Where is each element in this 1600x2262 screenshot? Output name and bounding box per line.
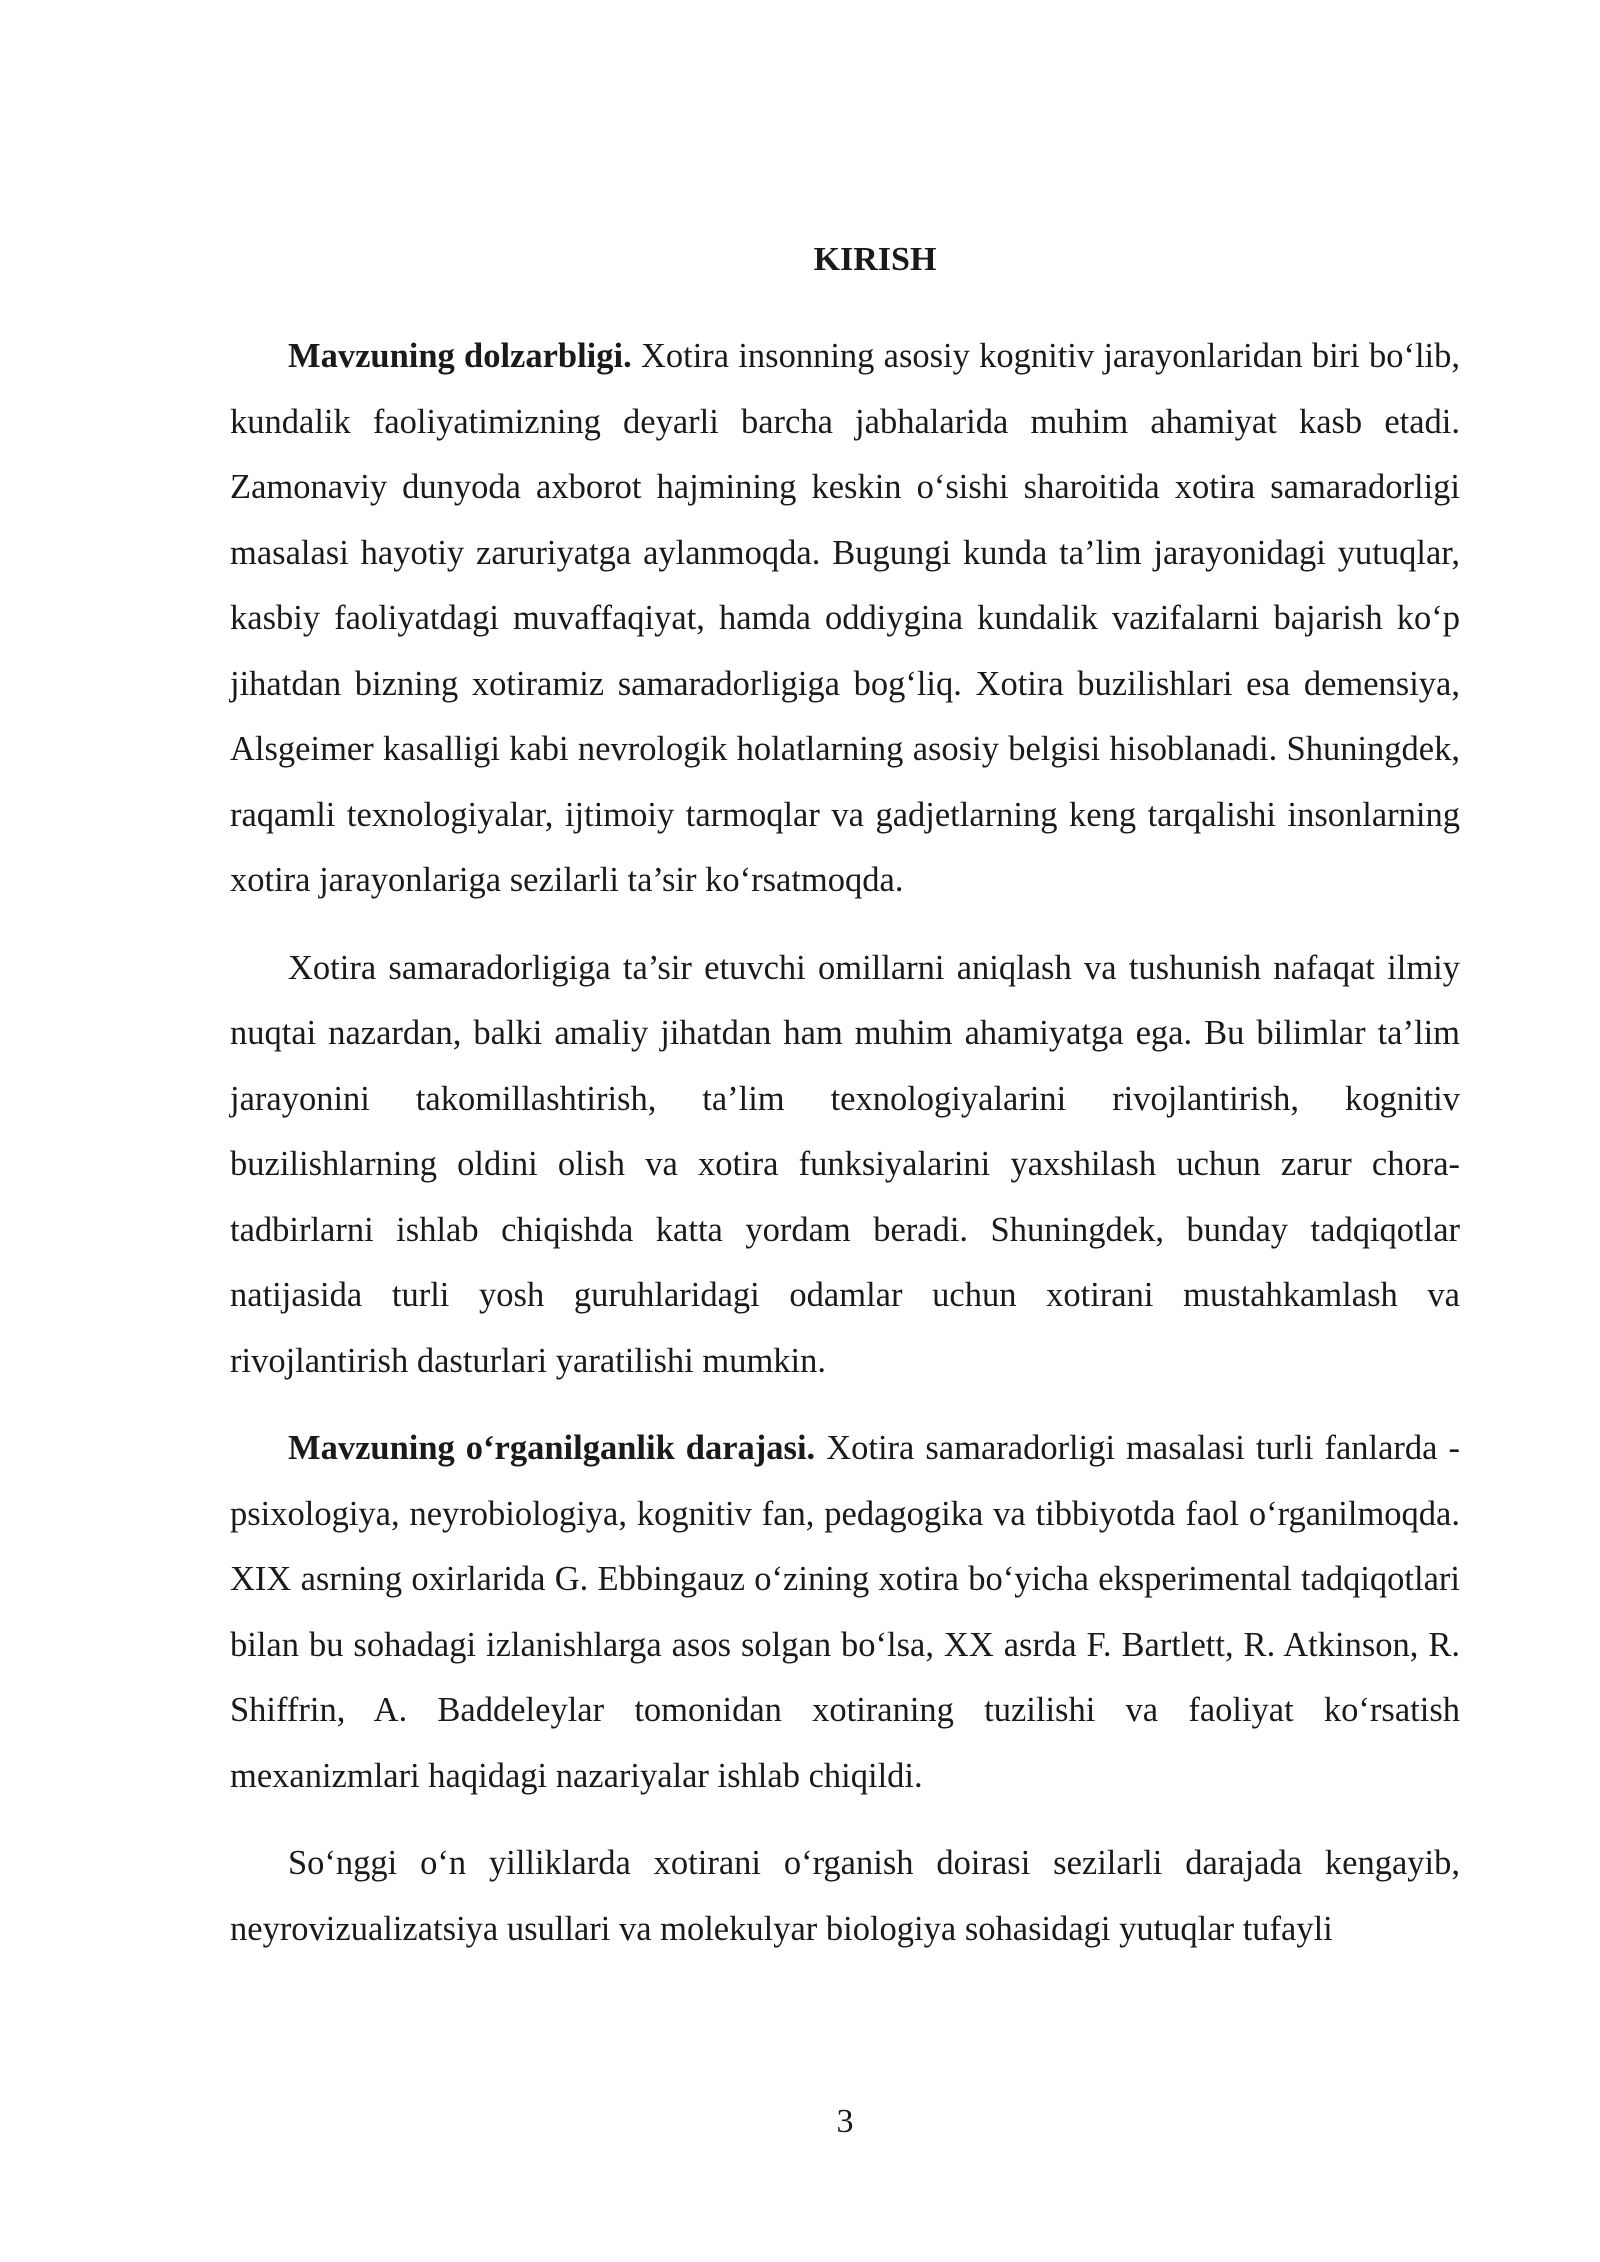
paragraph-recent-decades — [230, 1831, 1460, 1962]
paragraph-lead: Mavzuning dolzarbligi. — [288, 337, 632, 375]
paragraph-study-degree — [230, 1416, 1460, 1809]
section-title: KIRISH — [813, 241, 937, 278]
paragraph-text: Xotira insonning asosiy kognitiv jarayonlaridan biri bo‘lib, kundalik faoliyatimizning deyarli barcha jabhalarida muhim ahamiyat kasb etadi. Zamonaviy dunyoda axborot hajmining keskin o‘sishi sharoitida xotira samaradorligi masalasi hayotiy zaruriyatga aylanmoqda. Bugungi kunda ta’lim jarayonidagi yutuqlar, kasbiy faoliyatdagi muvaffaqiyat, hamda oddiygina kundalik vazifalarni bajarish ko‘p jihatdan bizning xotiramiz samaradorligiga bog‘liq. Xotira buzilishlari esa demensiya, Alsgeimer kasalligi kabi nevrologik holatlarning asosiy belgisi hisoblanadi. Shuningdek, raqamli texnologiyalar, ijtimoiy tarmoqlar va gadjetlarning keng tarqalishi insonlarning xotira jarayonlariga sezilarli ta’sir ko‘rsatmoqda. — [230, 337, 1460, 899]
body-text — [230, 324, 1460, 1984]
page-number: 3 — [836, 2103, 854, 2140]
paragraph-lead: Mavzuning o‘rganilganlik darajasi. — [288, 1429, 816, 1467]
paragraph-text: Xotira samaradorligiga ta’sir etuvchi omillarni aniqlash va tushunish nafaqat ilmiy nuqtai nazardan, balki amaliy jihatdan ham muhim ahamiyatga ega. Bu bilimlar ta’lim jarayonini takomillashtirish, ta’lim texnologiyalarini rivojlantirish, kognitiv buzilishlarning oldini olish va xotira funksiyalarini yaxshilash uchun zarur chora-tadbirlarni ishlab chiqishda katta yordam beradi. Shuningdek, bunday tadqiqotlar natijasida turli yosh guruhlaridagi odamlar uchun xotirani mustahkamlash va rivojlantirish dasturlari yaratilishi mumkin. — [230, 948, 1460, 1380]
paragraph-factors — [230, 936, 1460, 1395]
paragraph-relevance — [230, 324, 1460, 914]
paragraph-text: So‘nggi o‘n yilliklarda xotirani o‘rganish doirasi sezilarli darajada kengayib, neyrovizualizatsiya usullari va molekulyar biologiya sohasidagi yutuqlar tufayli — [230, 1844, 1460, 1948]
paragraph-text: Xotira samaradorligi masalasi turli fanlarda - psixologiya, neyrobiologiya, kognitiv fan, pedagogika va tibbiyotda faol o‘rganilmoqda. XIX asrning oxirlarida G. Ebbingauz o‘zining xotira bo‘yicha eksperimental tadqiqotlari bilan bu sohadagi izlanishlarga asos solgan bo‘lsa, XX asrda F. Bartlett, R. Atkinson, R. Shiffrin, A. Baddeleylar tomonidan xotiraning tuzilishi va faoliyat ko‘rsatish mexanizmlari haqidagi nazariyalar ishlab chiqildi. — [230, 1429, 1460, 1795]
